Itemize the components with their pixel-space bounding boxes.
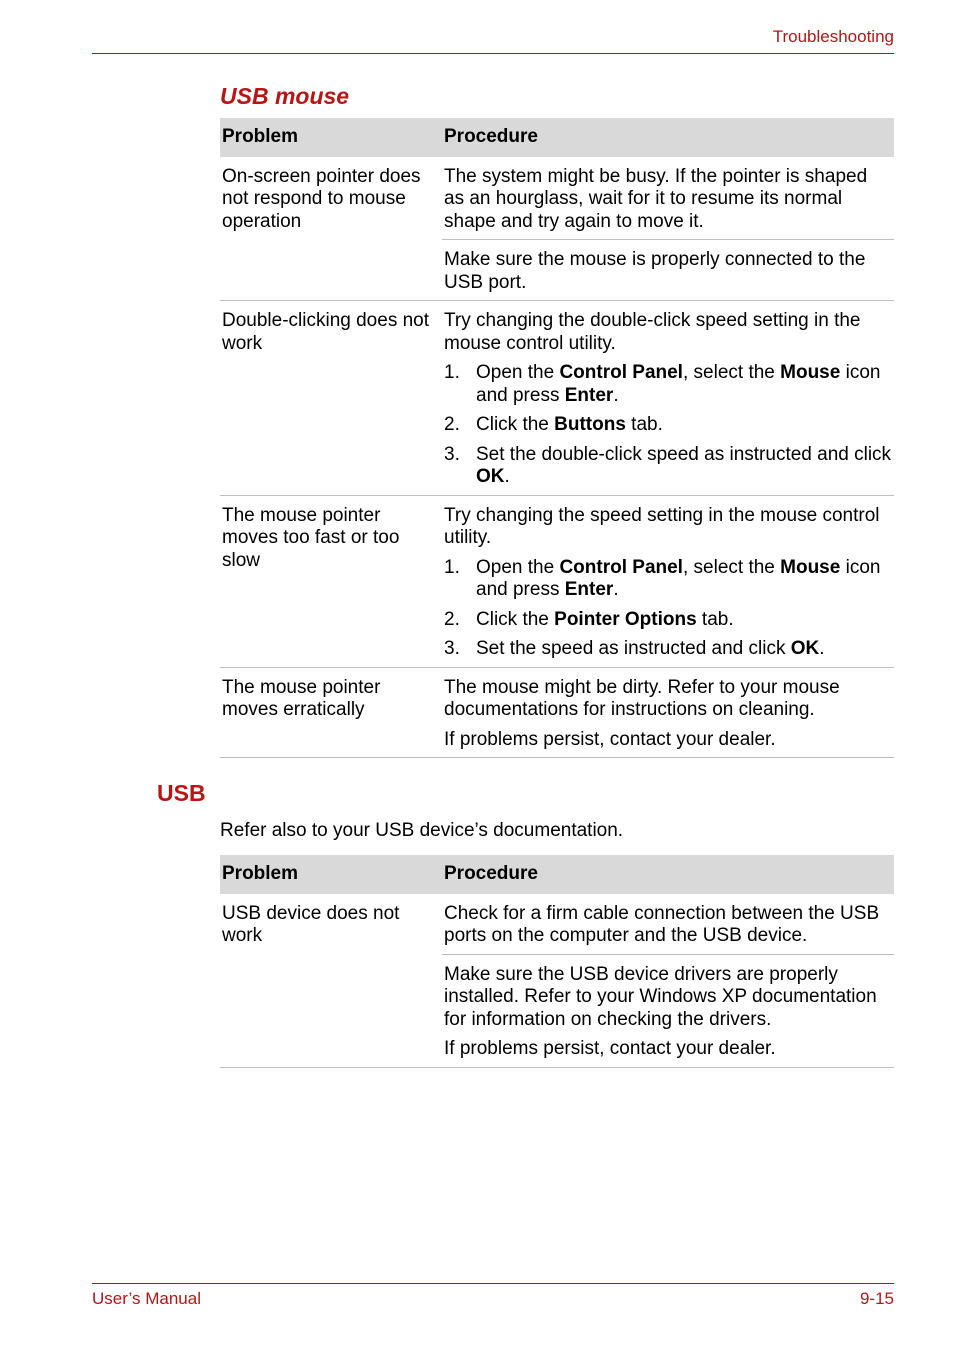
step-emphasis: Control Panel (559, 556, 683, 578)
step-emphasis: Enter (564, 384, 614, 406)
step-emphasis: Mouse (780, 556, 841, 578)
procedure-step (444, 444, 892, 489)
usb-mouse-heading: USB mouse (220, 83, 350, 109)
usb-table (220, 855, 894, 1068)
table-row (220, 894, 894, 955)
procedure-cell (442, 301, 894, 496)
step-text: Click the (476, 414, 555, 435)
step-text: Open the (476, 362, 560, 383)
step-text: tab. (696, 608, 734, 630)
step-text: . (504, 466, 510, 487)
procedure-cell (442, 894, 894, 955)
procedure-text: Make sure the mouse is properly connected to the USB port. (444, 249, 866, 293)
step-text: . (613, 579, 619, 600)
procedure-text: Try changing the speed setting in the mouse control utility. (444, 504, 880, 548)
problem-column-header: Problem (220, 855, 442, 894)
step-emphasis: Buttons (554, 414, 626, 435)
procedure-step (444, 414, 892, 437)
procedure-cell (442, 157, 894, 240)
procedure-cell (442, 495, 894, 667)
problem-cell: The mouse pointer moves erratically (220, 667, 442, 758)
procedure-text: Make sure the USB device drivers are properly installed. Refer to your Windows XP documentation for information on checking the drivers. (444, 963, 877, 1030)
problem-cell: On-screen pointer does not respond to mouse operation (220, 157, 442, 301)
step-number: 1. (444, 362, 460, 383)
usb-mouse-table (220, 118, 894, 758)
step-number: 3. (444, 443, 460, 465)
procedure-text: Check for a firm cable connection between the USB ports on the computer and the USB device. (444, 902, 880, 946)
step-text: Open the (476, 556, 560, 578)
step-emphasis: OK (476, 466, 505, 487)
problem-column-header: Problem (220, 118, 442, 157)
page-number: 9-15 (859, 1289, 894, 1308)
step-text: Set the double-click speed as instructed and click (476, 443, 892, 465)
table-row (220, 667, 894, 758)
step-text: tab. (625, 414, 663, 435)
manual-title: User’s Manual (92, 1289, 201, 1308)
step-text: , select the (682, 556, 781, 578)
table-header-row (220, 855, 894, 894)
procedure-step (444, 638, 892, 661)
step-text: , select the (682, 362, 781, 383)
table-row (220, 301, 894, 496)
step-text: icon and press (476, 362, 881, 406)
procedure-text: If problems persist, contact your dealer. (444, 1038, 776, 1059)
procedure-text: The system might be busy. If the pointer is shaped as an hourglass, wait for it to resume its normal shape and try again to move it. (444, 165, 868, 232)
procedure-text: The mouse might be dirty. Refer to your mouse documentations for instructions on cleaning. (444, 676, 840, 720)
step-emphasis: OK (790, 638, 820, 659)
procedure-text: Try changing the double-click speed setting in the mouse control utility. (444, 310, 861, 354)
usb-heading: USB (157, 780, 206, 806)
procedure-steps (444, 362, 892, 489)
step-number: 2. (444, 414, 460, 435)
procedure-step (444, 557, 892, 602)
procedure-cell (442, 240, 894, 301)
step-emphasis: Control Panel (559, 362, 683, 383)
running-header: Troubleshooting (772, 27, 894, 46)
step-number: 1. (444, 556, 460, 578)
step-text: Click the (476, 608, 555, 630)
step-number: 2. (444, 608, 460, 630)
table-row (220, 157, 894, 240)
step-text: . (819, 638, 825, 659)
procedure-cell (442, 667, 894, 758)
footer-rule (92, 1283, 894, 1284)
header-rule (92, 53, 894, 54)
step-emphasis: Pointer Options (554, 608, 697, 630)
procedure-cell (442, 954, 894, 1067)
table-header-row (220, 118, 894, 157)
procedure-step (444, 362, 892, 407)
usb-intro-text: Refer also to your USB device’s documentation. (220, 820, 624, 841)
step-text: Set the speed as instructed and click (476, 638, 791, 659)
step-text: icon and press (476, 556, 881, 600)
step-emphasis: Mouse (780, 362, 841, 383)
step-text: . (613, 384, 619, 406)
problem-cell: Double-clicking does not work (220, 301, 442, 496)
step-number: 3. (444, 638, 460, 659)
table-row (220, 495, 894, 667)
procedure-text: If problems persist, contact your dealer. (444, 728, 776, 750)
problem-cell: USB device does not work (220, 894, 442, 1068)
problem-cell: The mouse pointer moves too fast or too slow (220, 495, 442, 667)
procedure-column-header: Procedure (442, 855, 894, 894)
procedure-steps (444, 557, 892, 661)
procedure-column-header: Procedure (442, 118, 894, 157)
step-emphasis: Enter (564, 579, 614, 600)
procedure-step (444, 609, 892, 632)
